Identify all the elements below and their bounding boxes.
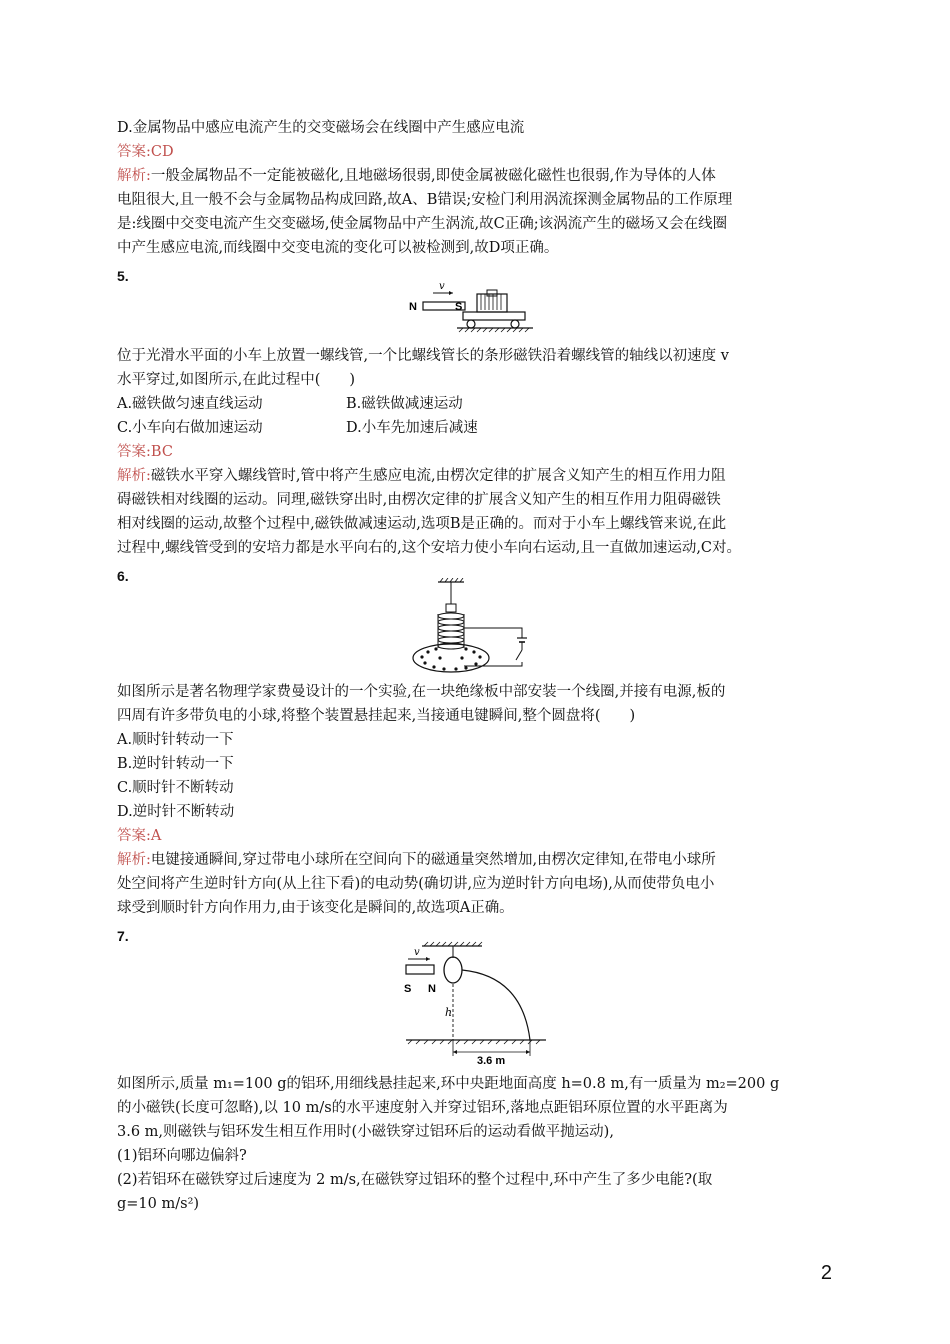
label-s: S [455,301,463,313]
analysis-label: 解析: [117,468,151,484]
analysis-label: 解析: [117,168,151,184]
analysis-text: 磁铁水平穿入螺线管时,管中将产生感应电流,由楞次定律的扩展含义知产生的相互作用力阻 [150,468,726,484]
q4-analysis-line: 中产生感应电流,而线圈中交变电流的变化可以被检测到,故D项正确。 [117,240,559,256]
aluminum-ring [444,957,462,983]
q6-option-d: D.逆时针不断转动 [117,804,235,820]
answer-label: 答案: [117,828,151,844]
q5-option-c: C.小车向右做加速运动 [117,420,263,436]
q5-stem-line: 水平穿过,如图所示,在此过程中( ) [117,372,356,388]
analysis-text: 电键接通瞬间,穿过带电小球所在空间向下的磁通量突然增加,由楞次定律知,在带电小球所 [150,852,716,868]
label-h: h [445,1006,453,1019]
q5-option-d: D.小车先加速后减速 [346,420,478,436]
q6-figure-feynman-disk [410,578,540,678]
q7-stem-line: 的小磁铁(长度可忽略),以 10 m/s的水平速度射入并穿过铝环,落地点距铝环原位置的水平距离为 [117,1100,728,1116]
answer-value: BC [150,444,173,460]
q6-stem-line: 四周有许多带负电的小球,将整个装置悬挂起来,当接通电键瞬间,整个圆盘将( ) [117,708,636,724]
q6-option-a: A.顺时针转动一下 [117,732,234,748]
q6-number: 6. [117,568,129,584]
q7-subquestion-2: (2)若铝环在磁铁穿过后速度为 2 m/s,在磁铁穿过铝环的整个过程中,环中产生了多少电能?(取 [117,1172,713,1188]
q5-figure-cart-solenoid [405,280,540,342]
q6-option-b: B.逆时针转动一下 [117,756,234,772]
answer-value: CD [150,144,174,160]
q7-subquestion-1: (1)铝环向哪边偏斜? [117,1148,247,1164]
q7-stem-line: 如图所示,质量 m₁=100 g的铝环,用细线悬挂起来,环中央距地面高度 h=0.8 m,有一质量为 m₂=200 g [117,1076,780,1092]
q6-analysis-line [117,850,716,870]
q4-analysis-line: 电阻很大,且一般不会与金属物品构成回路,故A、B错误;安检门利用涡流探测金属物品的工作原理 [117,192,733,208]
answer-value: A [150,828,162,844]
q4-option-d: D.金属物品中感应电流产生的交变磁场会在线圈中产生感应电流 [117,120,525,136]
small-magnet [406,965,434,974]
answer-label: 答案: [117,144,151,160]
q4-answer [117,142,174,162]
q5-option-b: B.磁铁做减速运动 [346,396,463,412]
q7-stem-line: g=10 m/s²) [117,1196,200,1212]
q4-analysis-line [117,166,716,186]
insulating-disk [413,644,489,672]
q6-answer [117,826,161,846]
q6-analysis-line: 球受到顺时针方向作用力,由于该变化是瞬间的,故选项A正确。 [117,900,514,916]
q5-analysis-line: 碍磁铁相对线圈的运动。同理,磁铁穿出时,由楞次定律的扩展含义知产生的相互作用力阻碍磁铁 [117,492,721,508]
charged-balls [420,647,481,670]
cart [463,312,525,320]
label-s: S [404,983,412,995]
q5-answer [117,442,173,462]
cart-wheel [467,320,475,328]
q5-analysis-line: 相对线圈的运动,故整个过程中,磁铁做减速运动,选项B是正确的。而对于小车上螺线管来说,在此 [117,516,727,532]
page-number: 2 [820,1262,832,1284]
answer-label: 答案: [117,444,151,460]
analysis-text: 一般金属物品不一定能被磁化,且地磁场很弱,即使金属被磁化磁性也很弱,作为导体的人体 [150,168,716,184]
q7-figure-aluminum-ring [392,936,557,1064]
q5-stem-line: 位于光滑水平面的小车上放置一螺线管,一个比螺线管长的条形磁铁沿着螺线管的轴线以初速度 v [117,348,729,364]
q7-number: 7. [117,928,129,944]
label-distance: 3.6 m [477,1055,506,1064]
analysis-label: 解析: [117,852,151,868]
label-n: N [409,301,417,313]
q6-option-c: C.顺时针不断转动 [117,780,234,796]
q5-number: 5. [117,268,129,284]
q4-analysis-line: 是:线圈中交变电流产生交变磁场,使金属物品中产生涡流,故C正确;该涡流产生的磁场又会在线圈 [117,216,728,232]
label-n: N [428,983,436,995]
label-v: v [414,947,420,958]
q7-stem-line: 3.6 m,则磁铁与铝环发生相互作用时(小磁铁穿过铝环后的运动看做平抛运动), [117,1124,614,1140]
q6-analysis-line: 处空间将产生逆时针方向(从上往下看)的电动势(确切讲,应为逆时针方向电场),从而使带负电小 [117,876,715,892]
q5-analysis-line [117,466,726,486]
q5-option-a: A.磁铁做匀速直线运动 [117,396,263,412]
cart-wheel [511,320,519,328]
trajectory [462,970,530,1040]
q6-stem-line: 如图所示是著名物理学家费曼设计的一个实验,在一块绝缘板中部安装一个线圈,并接有电源,板的 [117,684,726,700]
label-v: v [439,281,445,292]
solenoid [477,294,507,312]
q5-analysis-line: 过程中,螺线管受到的安培力都是水平向右的,这个安培力使小车向右运动,且一直做加速运动,C对。 [117,540,742,556]
